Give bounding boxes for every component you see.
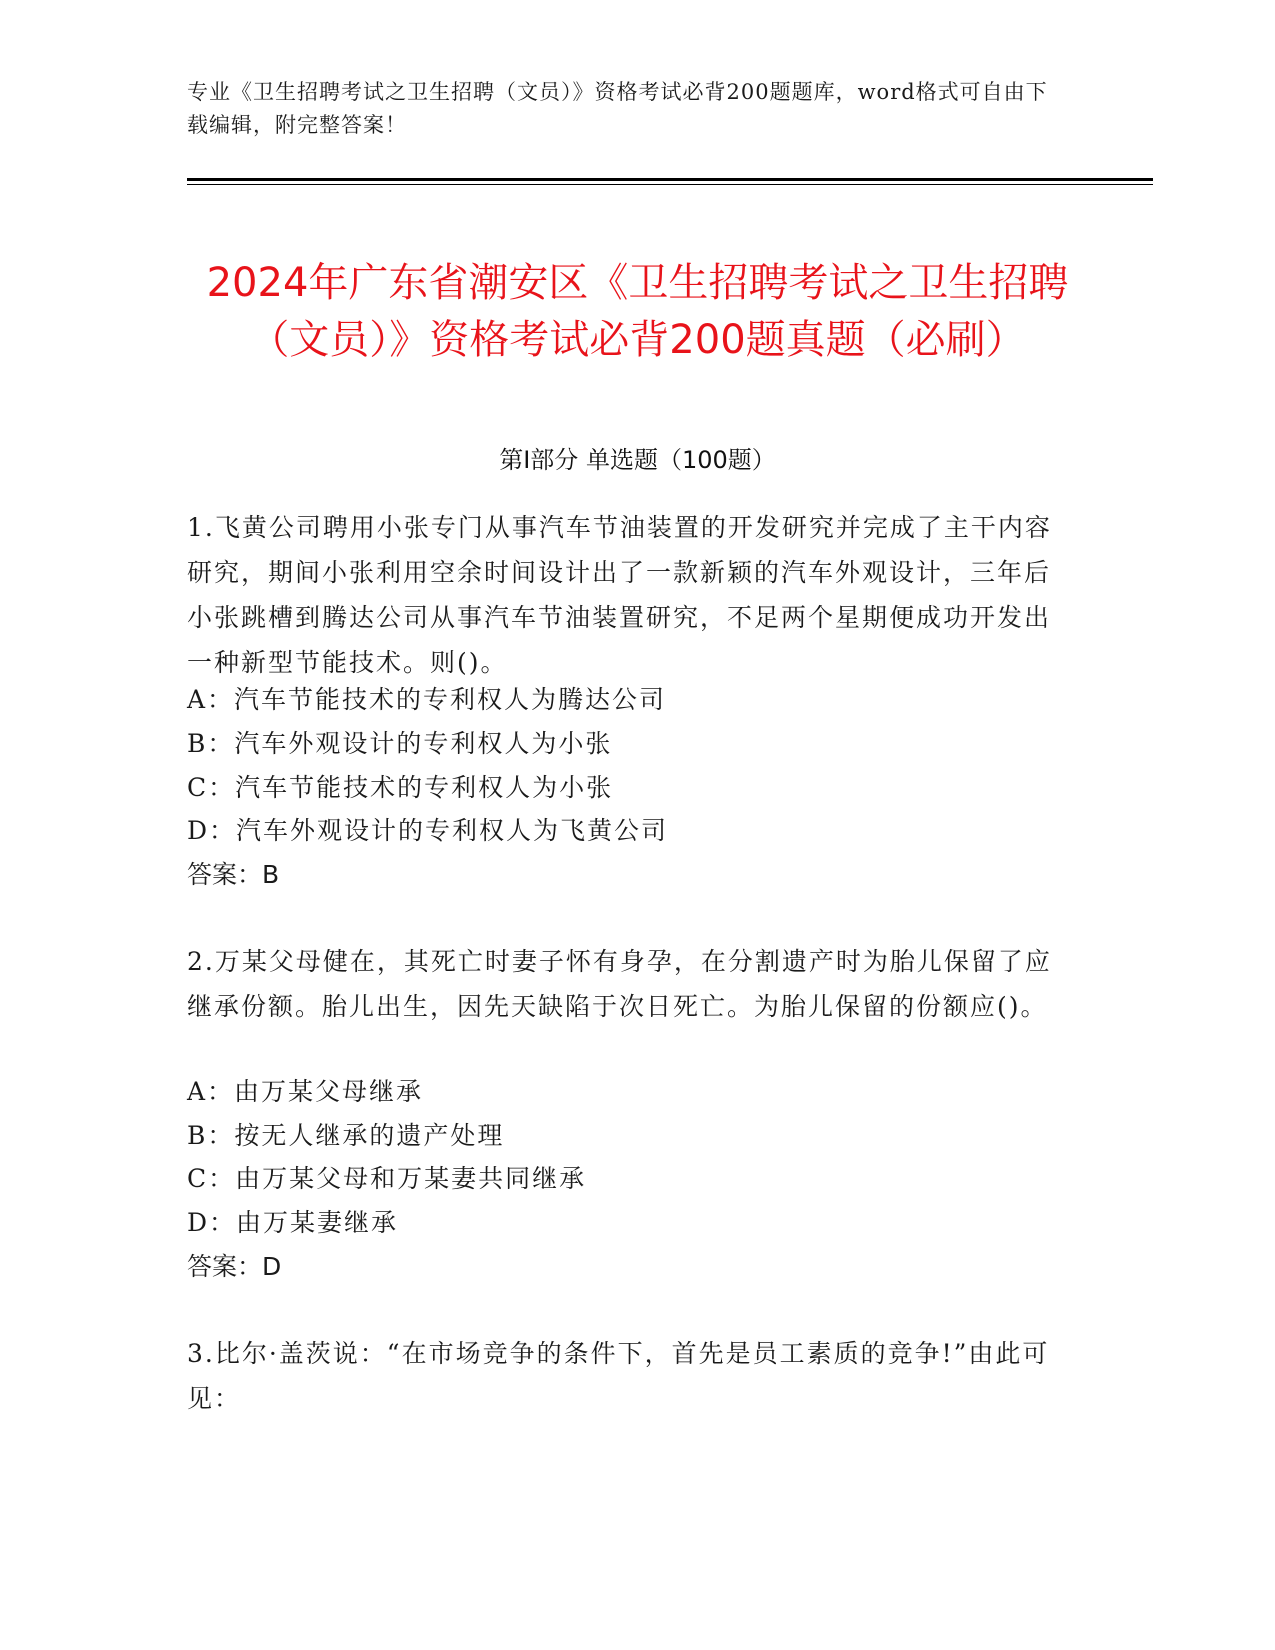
question-2-option-b: B：按无人继承的遗产处理 <box>187 1121 505 1150</box>
section-title: 第I部分 单选题（100题） <box>499 446 776 474</box>
question-3-stem: 3.比尔·盖茨说：“在市场竞争的条件下，首先是员工素质的竞争!”由此可见： <box>187 1339 1050 1413</box>
question-2-answer: 答案：D <box>187 1252 282 1281</box>
question-2-option-a: A：由万某父母继承 <box>187 1077 424 1106</box>
question-1-option-b: B：汽车外观设计的专利权人为小张 <box>187 729 613 758</box>
question-2-stem: 2.万某父母健在，其死亡时妻子怀有身孕，在分割遗产时为胎儿保留了应继承份额。胎儿出生，因先天缺陷于次日死亡。为胎儿保留的份额应()。 <box>187 947 1052 1021</box>
question-1-option-d: D：汽车外观设计的专利权人为飞黄公司 <box>187 816 669 845</box>
question-2-option-d: D：由万某妻继承 <box>187 1208 399 1237</box>
question-1-stem: 1.飞黄公司聘用小张专门从事汽车节油装置的开发研究并完成了主干内容研究，期间小张利用空余时间设计出了一款新颖的汽车外观设计，三年后小张跳槽到腾达公司从事汽车节油装置研究，不足两个星期便成功开发出一种新型节能技术。则()。 <box>187 513 1052 677</box>
header-rule-thin <box>187 184 1153 185</box>
header-rule-thick <box>187 178 1153 181</box>
question-1-option-a: A：汽车节能技术的专利权人为腾达公司 <box>187 685 667 714</box>
question-2-option-c: C：由万某父母和万某妻共同继承 <box>187 1164 587 1193</box>
document-title: 2024年广东省潮安区《卫生招聘考试之卫生招聘（文员）》资格考试必背200题真题（必刷） <box>206 259 1069 363</box>
header-note: 专业《卫生招聘考试之卫生招聘（文员）》资格考试必背200题题库，word格式可自由下载编辑，附完整答案！ <box>187 80 1048 137</box>
question-1-answer: 答案：B <box>187 860 280 889</box>
question-1-option-c: C：汽车节能技术的专利权人为小张 <box>187 773 614 802</box>
